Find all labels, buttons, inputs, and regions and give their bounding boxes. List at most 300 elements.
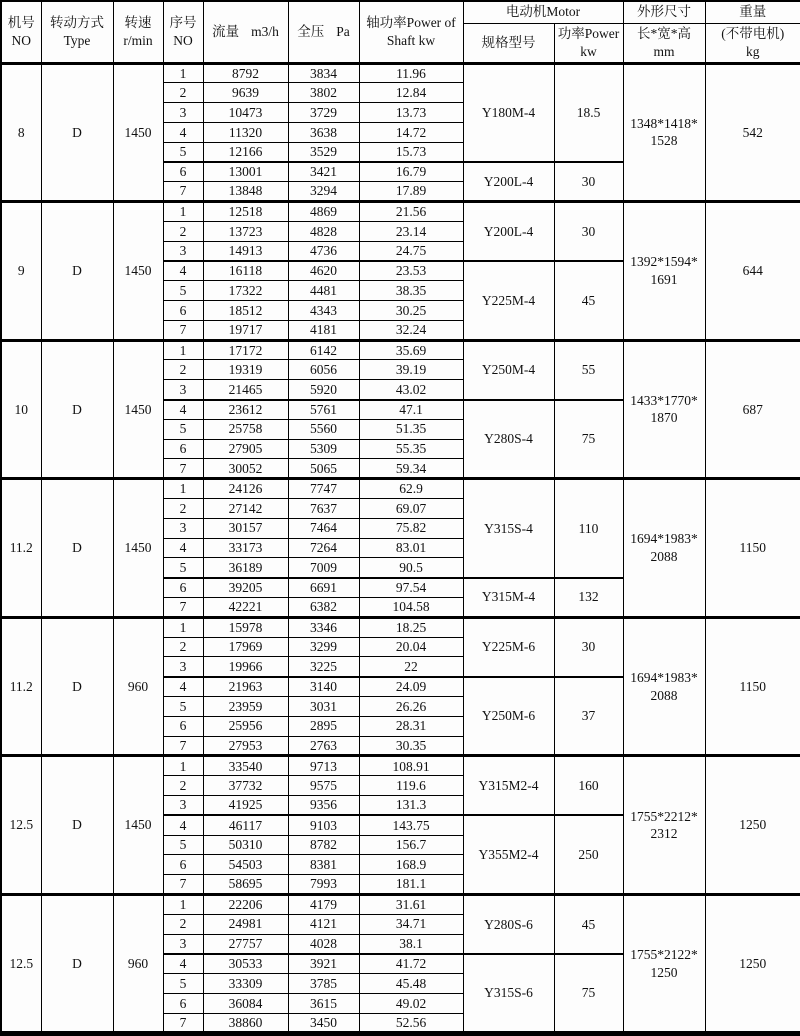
- pressure-cell: 8381: [288, 855, 359, 875]
- seq-cell: 6: [163, 993, 203, 1013]
- motor-power-cell: 30: [554, 202, 623, 261]
- header-speed-zh: 转速: [124, 15, 152, 31]
- flow-cell: 22206: [203, 894, 288, 914]
- pressure-cell: 9356: [288, 795, 359, 815]
- flow-cell: 39205: [203, 578, 288, 598]
- flow-cell: 38860: [203, 1013, 288, 1034]
- flow-cell: 24981: [203, 914, 288, 934]
- header-row-1: [1, 1, 800, 23]
- shaft-power-cell: 49.02: [359, 993, 463, 1013]
- motor-model-cell: Y280S-6: [463, 894, 554, 953]
- dimensions-cell: 1755*2122*1250: [623, 894, 705, 1033]
- motor-power-cell: 45: [554, 261, 623, 340]
- flow-cell: 17322: [203, 281, 288, 301]
- seq-cell: 2: [163, 499, 203, 519]
- seq-cell: 5: [163, 558, 203, 578]
- seq-cell: 6: [163, 716, 203, 736]
- pressure-cell: 7993: [288, 875, 359, 895]
- header-flow: [203, 1, 288, 63]
- seq-cell: 6: [163, 439, 203, 459]
- machine-no-cell: 11.2: [1, 617, 41, 756]
- header-weight-sub: [705, 23, 800, 63]
- drive-type-cell: D: [41, 202, 113, 341]
- header-seq-no: [163, 1, 203, 63]
- seq-cell: 3: [163, 657, 203, 677]
- header-motor-power-line1: 功率Power: [557, 25, 620, 41]
- flow-cell: 33309: [203, 974, 288, 994]
- shaft-power-cell: 38.35: [359, 281, 463, 301]
- motor-power-cell: 30: [554, 162, 623, 202]
- flow-cell: 14913: [203, 241, 288, 261]
- seq-cell: 2: [163, 360, 203, 380]
- header-drive-type-en: Type: [63, 32, 91, 48]
- pressure-cell: 2763: [288, 736, 359, 756]
- flow-cell: 27757: [203, 934, 288, 954]
- pressure-cell: 4869: [288, 202, 359, 222]
- pressure-cell: 3450: [288, 1013, 359, 1034]
- dimensions-cell: 1392*1594*1691: [623, 202, 705, 341]
- flow-cell: 30052: [203, 459, 288, 479]
- shaft-power-cell: 18.25: [359, 617, 463, 637]
- machine-no-cell: 12.5: [1, 756, 41, 895]
- seq-cell: 5: [163, 419, 203, 439]
- pressure-cell: 4181: [288, 320, 359, 340]
- pressure-cell: 6691: [288, 578, 359, 598]
- shaft-power-cell: 47.1: [359, 400, 463, 420]
- header-shaft-power: [359, 1, 463, 63]
- seq-cell: 7: [163, 1013, 203, 1034]
- flow-cell: 27142: [203, 499, 288, 519]
- header-dimensions-lwh: 长*宽*高: [637, 25, 691, 41]
- shaft-power-cell: 35.69: [359, 340, 463, 360]
- flow-cell: 21465: [203, 380, 288, 400]
- seq-cell: 2: [163, 221, 203, 241]
- flow-cell: 9639: [203, 83, 288, 103]
- header-pressure-zh: 全压: [297, 23, 325, 39]
- dimensions-cell: 1433*1770*1870: [623, 340, 705, 479]
- shaft-power-cell: 38.1: [359, 934, 463, 954]
- flow-cell: 46117: [203, 815, 288, 835]
- weight-cell: 687: [705, 340, 800, 479]
- shaft-power-cell: 59.34: [359, 459, 463, 479]
- weight-cell: 1250: [705, 756, 800, 895]
- shaft-power-cell: 34.71: [359, 914, 463, 934]
- pressure-cell: 3529: [288, 142, 359, 162]
- seq-cell: 7: [163, 736, 203, 756]
- pressure-cell: 3346: [288, 617, 359, 637]
- flow-cell: 30157: [203, 518, 288, 538]
- seq-cell: 3: [163, 934, 203, 954]
- shaft-power-cell: 14.72: [359, 122, 463, 142]
- shaft-power-cell: 24.75: [359, 241, 463, 261]
- shaft-power-cell: 181.1: [359, 875, 463, 895]
- flow-cell: 33173: [203, 538, 288, 558]
- speed-cell: 1450: [113, 756, 163, 895]
- pressure-cell: 3802: [288, 83, 359, 103]
- seq-cell: 7: [163, 875, 203, 895]
- shaft-power-cell: 90.5: [359, 558, 463, 578]
- header-motor-group: 电动机Motor: [463, 1, 623, 23]
- header-weight-unit: kg: [746, 43, 760, 59]
- header-machine-no: [1, 1, 41, 63]
- flow-cell: 25956: [203, 716, 288, 736]
- pressure-cell: 3921: [288, 954, 359, 974]
- shaft-power-cell: 21.56: [359, 202, 463, 222]
- pressure-cell: 4121: [288, 914, 359, 934]
- flow-cell: 12518: [203, 202, 288, 222]
- flow-cell: 33540: [203, 756, 288, 776]
- pressure-cell: 7747: [288, 479, 359, 499]
- seq-cell: 2: [163, 914, 203, 934]
- motor-model-cell: Y200L-4: [463, 202, 554, 261]
- flow-cell: 36084: [203, 993, 288, 1013]
- table-row: [1, 63, 800, 83]
- pressure-cell: 5309: [288, 439, 359, 459]
- table-row: [1, 202, 800, 222]
- flow-cell: 30533: [203, 954, 288, 974]
- shaft-power-cell: 23.14: [359, 221, 463, 241]
- drive-type-cell: D: [41, 340, 113, 479]
- motor-power-cell: 110: [554, 479, 623, 578]
- pressure-cell: 3225: [288, 657, 359, 677]
- table-row: [1, 756, 800, 776]
- header-dimensions: 外形尺寸: [623, 1, 705, 23]
- header-dimensions-sub: [623, 23, 705, 63]
- shaft-power-cell: 52.56: [359, 1013, 463, 1034]
- shaft-power-cell: 108.91: [359, 756, 463, 776]
- seq-cell: 1: [163, 479, 203, 499]
- shaft-power-cell: 156.7: [359, 835, 463, 855]
- seq-cell: 5: [163, 281, 203, 301]
- flow-cell: 10473: [203, 103, 288, 123]
- shaft-power-cell: 51.35: [359, 419, 463, 439]
- table-row: [1, 617, 800, 637]
- pressure-cell: 4481: [288, 281, 359, 301]
- motor-power-cell: 37: [554, 677, 623, 756]
- header-seq-no-zh: 序号: [169, 15, 197, 31]
- seq-cell: 5: [163, 974, 203, 994]
- shaft-power-cell: 97.54: [359, 578, 463, 598]
- motor-model-cell: Y315S-4: [463, 479, 554, 578]
- pressure-cell: 3031: [288, 697, 359, 717]
- header-drive-type-zh: 转动方式: [50, 15, 104, 31]
- shaft-power-cell: 41.72: [359, 954, 463, 974]
- shaft-power-cell: 28.31: [359, 716, 463, 736]
- header-flow-zh: 流量: [212, 23, 240, 39]
- motor-model-cell: Y315M-4: [463, 578, 554, 618]
- speed-cell: 960: [113, 894, 163, 1033]
- seq-cell: 6: [163, 578, 203, 598]
- motor-model-cell: Y200L-4: [463, 162, 554, 202]
- shaft-power-cell: 32.24: [359, 320, 463, 340]
- seq-cell: 1: [163, 894, 203, 914]
- shaft-power-cell: 39.19: [359, 360, 463, 380]
- shaft-power-cell: 12.84: [359, 83, 463, 103]
- seq-cell: 5: [163, 697, 203, 717]
- seq-cell: 4: [163, 400, 203, 420]
- motor-model-cell: Y355M2-4: [463, 815, 554, 894]
- flow-cell: 41925: [203, 795, 288, 815]
- flow-cell: 23959: [203, 697, 288, 717]
- pressure-cell: 3140: [288, 677, 359, 697]
- shaft-power-cell: 11.96: [359, 63, 463, 83]
- motor-power-cell: 75: [554, 954, 623, 1034]
- flow-cell: 37732: [203, 776, 288, 796]
- shaft-power-cell: 17.89: [359, 182, 463, 202]
- seq-cell: 5: [163, 142, 203, 162]
- seq-cell: 5: [163, 835, 203, 855]
- drive-type-cell: D: [41, 63, 113, 202]
- dimensions-cell: 1348*1418*1528: [623, 63, 705, 202]
- flow-cell: 8792: [203, 63, 288, 83]
- seq-cell: 3: [163, 241, 203, 261]
- shaft-power-cell: 30.35: [359, 736, 463, 756]
- speed-cell: 1450: [113, 202, 163, 341]
- machine-no-cell: 11.2: [1, 479, 41, 618]
- seq-cell: 1: [163, 202, 203, 222]
- seq-cell: 3: [163, 518, 203, 538]
- header-pressure-unit: Pa: [336, 23, 350, 39]
- header-machine-no-en: NO: [11, 32, 31, 48]
- flow-cell: 13001: [203, 162, 288, 182]
- seq-cell: 4: [163, 538, 203, 558]
- shaft-power-cell: 143.75: [359, 815, 463, 835]
- pressure-cell: 6142: [288, 340, 359, 360]
- header-shaft-power-line1: 轴功率Power of: [366, 15, 456, 31]
- speed-cell: 960: [113, 617, 163, 756]
- pressure-cell: 3785: [288, 974, 359, 994]
- seq-cell: 1: [163, 756, 203, 776]
- header-drive-type: [41, 1, 113, 63]
- seq-cell: 7: [163, 598, 203, 618]
- table-row: [1, 894, 800, 914]
- shaft-power-cell: 13.73: [359, 103, 463, 123]
- pressure-cell: 4343: [288, 301, 359, 321]
- shaft-power-cell: 83.01: [359, 538, 463, 558]
- flow-cell: 36189: [203, 558, 288, 578]
- pressure-cell: 6382: [288, 598, 359, 618]
- pressure-cell: 3615: [288, 993, 359, 1013]
- shaft-power-cell: 119.6: [359, 776, 463, 796]
- seq-cell: 6: [163, 855, 203, 875]
- pressure-cell: 5920: [288, 380, 359, 400]
- shaft-power-cell: 168.9: [359, 855, 463, 875]
- pressure-cell: 3729: [288, 103, 359, 123]
- shaft-power-cell: 131.3: [359, 795, 463, 815]
- shaft-power-cell: 20.04: [359, 637, 463, 657]
- dimensions-cell: 1694*1983*2088: [623, 479, 705, 618]
- flow-cell: 15978: [203, 617, 288, 637]
- seq-cell: 1: [163, 63, 203, 83]
- flow-cell: 27905: [203, 439, 288, 459]
- drive-type-cell: D: [41, 894, 113, 1033]
- shaft-power-cell: 24.09: [359, 677, 463, 697]
- motor-power-cell: 132: [554, 578, 623, 618]
- seq-cell: 3: [163, 795, 203, 815]
- pressure-cell: 4620: [288, 261, 359, 281]
- flow-cell: 11320: [203, 122, 288, 142]
- shaft-power-cell: 55.35: [359, 439, 463, 459]
- machine-no-cell: 12.5: [1, 894, 41, 1033]
- drive-type-cell: D: [41, 756, 113, 895]
- flow-cell: 27953: [203, 736, 288, 756]
- flow-cell: 54503: [203, 855, 288, 875]
- flow-cell: 24126: [203, 479, 288, 499]
- seq-cell: 3: [163, 380, 203, 400]
- pressure-cell: 3638: [288, 122, 359, 142]
- seq-cell: 7: [163, 459, 203, 479]
- motor-power-cell: 30: [554, 617, 623, 676]
- header-pressure: [288, 1, 359, 63]
- seq-cell: 4: [163, 261, 203, 281]
- pressure-cell: 7009: [288, 558, 359, 578]
- header-motor-power: [554, 23, 623, 63]
- seq-cell: 1: [163, 617, 203, 637]
- header-flow-unit: m3/h: [251, 23, 279, 39]
- shaft-power-cell: 16.79: [359, 162, 463, 182]
- weight-cell: 542: [705, 63, 800, 202]
- flow-cell: 18512: [203, 301, 288, 321]
- pressure-cell: 7464: [288, 518, 359, 538]
- machine-no-cell: 8: [1, 63, 41, 202]
- motor-model-cell: Y250M-6: [463, 677, 554, 756]
- flow-cell: 19717: [203, 320, 288, 340]
- seq-cell: 1: [163, 340, 203, 360]
- flow-cell: 25758: [203, 419, 288, 439]
- pressure-cell: 7264: [288, 538, 359, 558]
- seq-cell: 4: [163, 954, 203, 974]
- drive-type-cell: D: [41, 479, 113, 618]
- shaft-power-cell: 26.26: [359, 697, 463, 717]
- header-weight: 重量: [705, 1, 800, 23]
- pressure-cell: 3294: [288, 182, 359, 202]
- flow-cell: 50310: [203, 835, 288, 855]
- header-seq-no-en: NO: [173, 32, 193, 48]
- pressure-cell: 4736: [288, 241, 359, 261]
- seq-cell: 2: [163, 637, 203, 657]
- motor-model-cell: Y315S-6: [463, 954, 554, 1034]
- flow-cell: 21963: [203, 677, 288, 697]
- flow-cell: 13723: [203, 221, 288, 241]
- flow-cell: 58695: [203, 875, 288, 895]
- shaft-power-cell: 104.58: [359, 598, 463, 618]
- pressure-cell: 5560: [288, 419, 359, 439]
- spec-table-body: [1, 63, 800, 1034]
- shaft-power-cell: 22: [359, 657, 463, 677]
- table-header: [1, 1, 800, 63]
- machine-no-cell: 10: [1, 340, 41, 479]
- seq-cell: 6: [163, 162, 203, 182]
- flow-cell: 17969: [203, 637, 288, 657]
- pressure-cell: 3299: [288, 637, 359, 657]
- weight-cell: 1150: [705, 479, 800, 618]
- pressure-cell: 5065: [288, 459, 359, 479]
- speed-cell: 1450: [113, 63, 163, 202]
- seq-cell: 3: [163, 103, 203, 123]
- seq-cell: 4: [163, 677, 203, 697]
- shaft-power-cell: 75.82: [359, 518, 463, 538]
- pressure-cell: 4828: [288, 221, 359, 241]
- motor-power-cell: 55: [554, 340, 623, 399]
- pressure-cell: 4179: [288, 894, 359, 914]
- motor-model-cell: Y280S-4: [463, 400, 554, 479]
- pressure-cell: 3421: [288, 162, 359, 182]
- dimensions-cell: 1755*2212*2312: [623, 756, 705, 895]
- speed-cell: 1450: [113, 340, 163, 479]
- flow-cell: 12166: [203, 142, 288, 162]
- dimensions-cell: 1694*1983*2088: [623, 617, 705, 756]
- pressure-cell: 8782: [288, 835, 359, 855]
- shaft-power-cell: 62.9: [359, 479, 463, 499]
- flow-cell: 17172: [203, 340, 288, 360]
- pressure-cell: 6056: [288, 360, 359, 380]
- motor-power-cell: 18.5: [554, 63, 623, 162]
- machine-no-cell: 9: [1, 202, 41, 341]
- motor-model-cell: Y180M-4: [463, 63, 554, 162]
- motor-power-cell: 75: [554, 400, 623, 479]
- shaft-power-cell: 31.61: [359, 894, 463, 914]
- header-shaft-power-line2: Shaft kw: [386, 32, 436, 48]
- shaft-power-cell: 69.07: [359, 499, 463, 519]
- pressure-cell: 4028: [288, 934, 359, 954]
- pressure-cell: 3834: [288, 63, 359, 83]
- drive-type-cell: D: [41, 617, 113, 756]
- motor-model-cell: Y250M-4: [463, 340, 554, 399]
- seq-cell: 6: [163, 301, 203, 321]
- speed-cell: 1450: [113, 479, 163, 618]
- header-motor-model: 规格型号: [463, 23, 554, 63]
- pressure-cell: 2895: [288, 716, 359, 736]
- header-speed-unit: r/min: [123, 32, 153, 48]
- motor-model-cell: Y315M2-4: [463, 756, 554, 815]
- header-weight-note: (不带电机): [721, 25, 785, 41]
- flow-cell: 16118: [203, 261, 288, 281]
- seq-cell: 7: [163, 182, 203, 202]
- motor-power-cell: 160: [554, 756, 623, 815]
- motor-power-cell: 250: [554, 815, 623, 894]
- seq-cell: 4: [163, 815, 203, 835]
- pressure-cell: 9103: [288, 815, 359, 835]
- flow-cell: 19319: [203, 360, 288, 380]
- pressure-cell: 9713: [288, 756, 359, 776]
- table-row: [1, 479, 800, 499]
- table-row: [1, 340, 800, 360]
- header-dimensions-unit: mm: [653, 43, 675, 59]
- pressure-cell: 7637: [288, 499, 359, 519]
- pressure-cell: 9575: [288, 776, 359, 796]
- shaft-power-cell: 45.48: [359, 974, 463, 994]
- seq-cell: 7: [163, 320, 203, 340]
- weight-cell: 644: [705, 202, 800, 341]
- seq-cell: 4: [163, 122, 203, 142]
- shaft-power-cell: 23.53: [359, 261, 463, 281]
- motor-model-cell: Y225M-4: [463, 261, 554, 340]
- weight-cell: 1150: [705, 617, 800, 756]
- seq-cell: 2: [163, 83, 203, 103]
- header-machine-no-zh: 机号: [7, 15, 35, 31]
- shaft-power-cell: 15.73: [359, 142, 463, 162]
- flow-cell: 42221: [203, 598, 288, 618]
- flow-cell: 19966: [203, 657, 288, 677]
- seq-cell: 2: [163, 776, 203, 796]
- flow-cell: 23612: [203, 400, 288, 420]
- flow-cell: 13848: [203, 182, 288, 202]
- weight-cell: 1250: [705, 894, 800, 1033]
- motor-model-cell: Y225M-6: [463, 617, 554, 676]
- shaft-power-cell: 30.25: [359, 301, 463, 321]
- pressure-cell: 5761: [288, 400, 359, 420]
- header-speed: [113, 1, 163, 63]
